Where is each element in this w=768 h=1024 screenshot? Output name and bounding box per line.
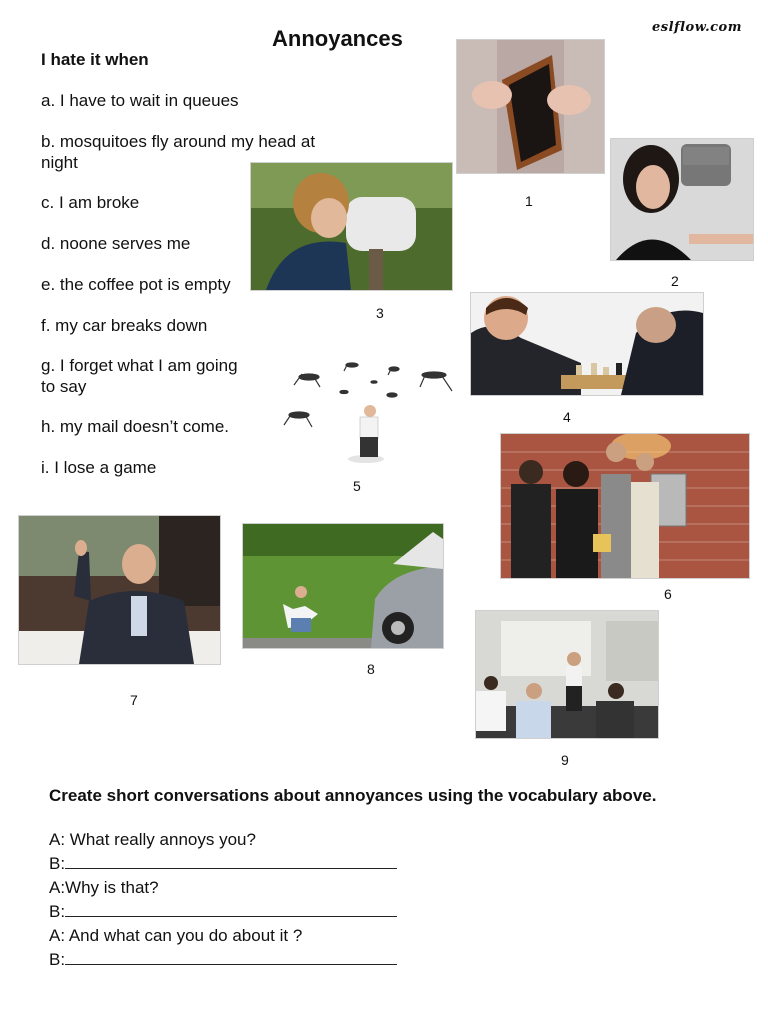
conversation-line: A: And what can you do about it ? (49, 926, 303, 945)
list-item: c. I am broke (41, 193, 140, 212)
brand-logo: eslflow.com (652, 20, 742, 35)
conversation-line: A:Why is that? (49, 878, 159, 897)
photo-empty-wallet (456, 39, 605, 174)
exercise-instruction: Create short conversations about annoyances using the vocabulary above. (49, 786, 657, 805)
answer-line[interactable] (49, 852, 397, 876)
photo-number: 1 (525, 193, 533, 209)
list-item: a. I have to wait in queues (41, 91, 239, 110)
photo-number: 5 (353, 478, 361, 494)
intro-heading: I hate it when (41, 50, 149, 69)
conversation-line: A: What really annoys you? (49, 830, 256, 849)
photo-number: 6 (664, 586, 672, 602)
photo-mosquitoes (274, 347, 460, 469)
photo-number: 9 (561, 752, 569, 768)
photo-number: 7 (130, 692, 138, 708)
answer-label: B: (49, 950, 66, 969)
answer-blank[interactable] (65, 948, 397, 965)
list-item: f. my car breaks down (41, 316, 208, 335)
photo-atm-queue (500, 433, 750, 579)
photo-number: 3 (376, 305, 384, 321)
photo-broken-down-car (242, 523, 444, 649)
photo-restaurant-waiting (18, 515, 221, 665)
answer-label: B: (49, 902, 66, 921)
list-item: b. mosquitoes fly around my head at (41, 132, 316, 151)
photo-number: 4 (563, 409, 571, 425)
list-item: h. my mail doesn’t come. (41, 417, 230, 436)
answer-blank[interactable] (65, 900, 397, 917)
photo-chess-game (470, 292, 704, 396)
answer-label: B: (49, 854, 66, 873)
photo-office-meeting (475, 610, 659, 739)
photo-number: 8 (367, 661, 375, 677)
answer-line[interactable] (49, 948, 397, 972)
answer-blank[interactable] (65, 852, 397, 869)
photo-empty-coffee-pot (610, 138, 754, 261)
photo-number: 2 (671, 273, 679, 289)
list-item: d. noone serves me (41, 234, 191, 253)
list-item: e. the coffee pot is empty (41, 275, 231, 294)
list-item: g. I forget what I am going (41, 356, 238, 375)
photo-boy-at-mailbox (250, 162, 453, 291)
list-item: night (41, 153, 78, 172)
answer-line[interactable] (49, 900, 397, 924)
list-item: to say (41, 377, 87, 396)
list-item: i. I lose a game (41, 458, 157, 477)
page-title: Annoyances (272, 26, 403, 51)
